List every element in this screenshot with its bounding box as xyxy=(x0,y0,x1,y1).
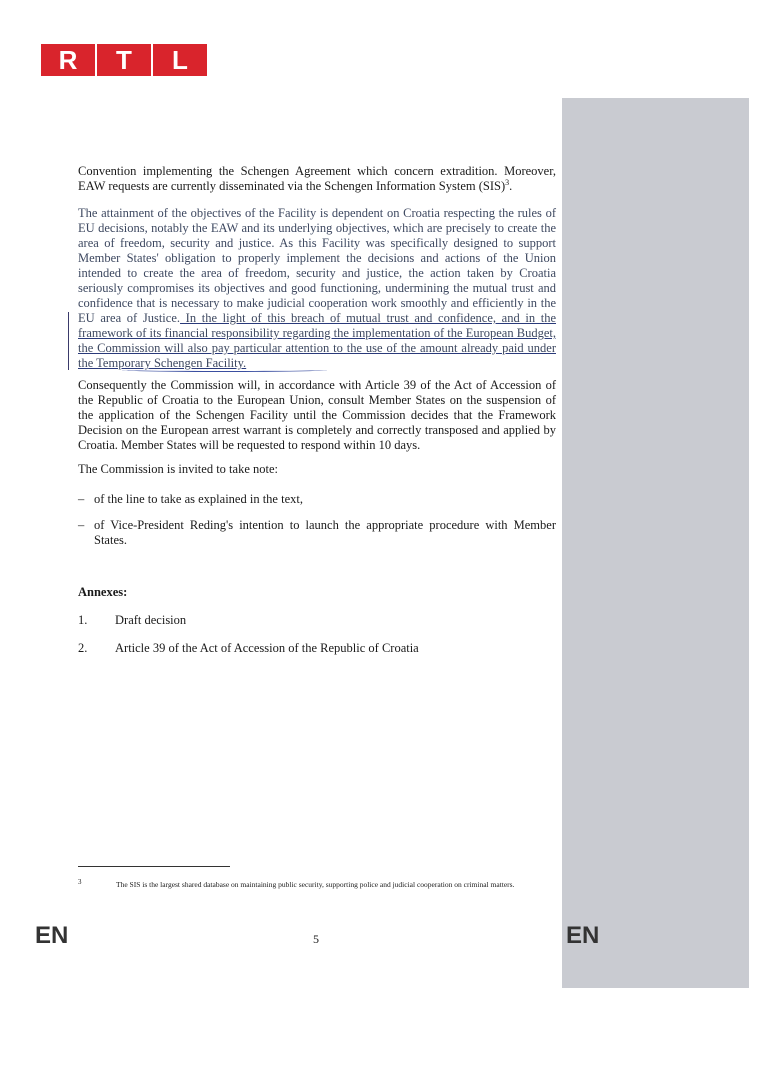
bullet-dash: – xyxy=(78,518,85,532)
footnote-separator xyxy=(78,866,230,867)
language-marker-right: EN xyxy=(566,922,600,949)
scan-side-strip xyxy=(562,98,749,988)
logo-letter-t: T xyxy=(97,44,151,76)
annex-text: Article 39 of the Act of Accession of the Republic of Croatia xyxy=(115,641,419,655)
logo-letter-l: L xyxy=(153,44,207,76)
logo-letter-r: R xyxy=(41,44,95,76)
footnote-ref: 3 xyxy=(505,177,510,187)
annex-number: 1. xyxy=(78,613,88,627)
annexes-heading: Annexes: xyxy=(78,585,128,599)
annex-text: Draft decision xyxy=(115,613,187,627)
paragraph-take-note: The Commission is invited to take note: xyxy=(78,462,278,476)
rtl-logo xyxy=(41,44,207,76)
paragraph-end: . xyxy=(509,179,513,193)
footnote-text: The SIS is the largest shared database on maintaining public security, supporting police and judicial cooperation on criminal matters. xyxy=(116,880,515,889)
bullet-text: of the line to take as explained in the text, xyxy=(94,492,303,506)
annex-number: 2. xyxy=(78,641,88,655)
paragraph-facility-objectives xyxy=(78,206,556,371)
annex-item xyxy=(78,641,419,656)
page-number: 5 xyxy=(313,932,319,946)
bullet-item xyxy=(78,518,556,548)
margin-annotation-line xyxy=(68,312,69,370)
annex-item xyxy=(78,613,186,628)
paragraph-text: The attainment of the objectives of the Facility is dependent on Croatia respecting the rules of EU decisions, notably the EAW and its underlying objectives, which are precisely to create the area of freedom, security and justice. As this Facility was specifically designed to support Member States' obligation to properly implement the decisions and actions of the Union intended to create the area of freedom, security and justice, the action taken by Croatia seriously compromises its objectives and good functioning, undermining the mutual trust and confidence that is necessary to make judicial cooperation work smoothly and efficiently in the EU area of Justice. xyxy=(78,206,556,325)
paragraph-consequently: Consequently the Commission will, in accordance with Article 39 of the Act of Accession of the Republic of Croatia to the European Union, consult Member States on the suspension of the application of the Schengen Facility until the Commission decides that the Framework Decision on the European arrest warrant is completely and correctly transposed and applied by Croatia. Member States will be requested to respond within 10 days. xyxy=(78,378,556,452)
handwritten-underline xyxy=(122,368,327,372)
bullet-dash: – xyxy=(78,492,85,506)
language-marker-left: EN xyxy=(35,922,69,949)
footnote-number: 3 xyxy=(78,878,82,886)
bullet-text: of Vice-President Reding's intention to launch the appropriate procedure with Member States. xyxy=(94,518,556,547)
bullet-item xyxy=(78,492,556,507)
paragraph-schengen-convention xyxy=(78,164,556,194)
underlined-passage: In the light of this breach of mutual trust and confidence, and in the framework of its financial responsibility regarding the implementation of the European Budget, the Commission will also pay particular attention to the use of the amount already paid under the Temporary Schengen Facility. xyxy=(78,311,557,370)
paragraph-text: Convention implementing the Schengen Agreement which concern extradition. Moreover, EAW requests are currently disseminated via the Schengen Information System (SIS) xyxy=(78,164,556,193)
